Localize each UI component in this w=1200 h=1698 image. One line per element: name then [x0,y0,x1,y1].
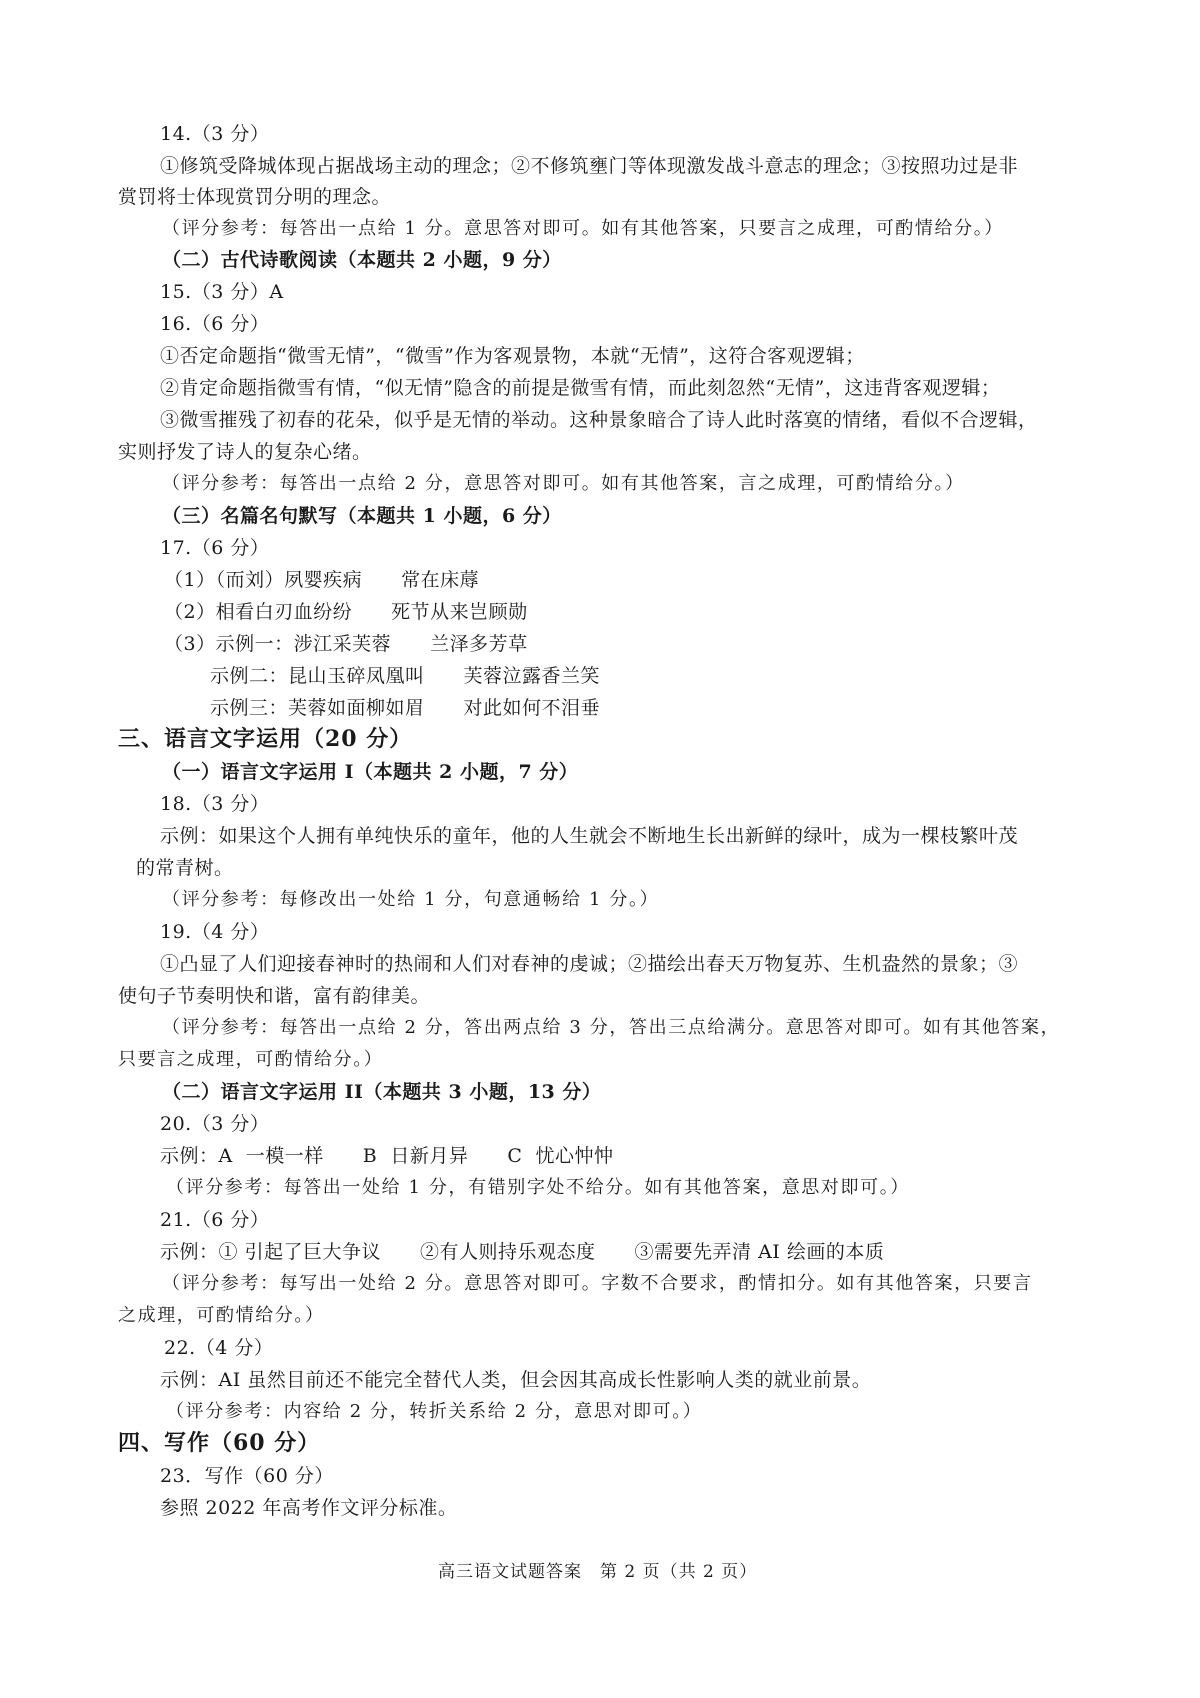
q23-heading: 23．写作（60 分） [160,1465,334,1487]
page-footer: 高三语文试题答案 第 2 页（共 2 页） [438,1562,758,1582]
q22-answer: 示例：AI 虽然目前还不能完全替代人类，但会因其高成长性影响人类的就业前景。 [160,1369,872,1391]
q17-item-3: （3）示例一：涉江采芙蓉 兰泽多芳草 [164,633,528,655]
q17-heading: 17.（6 分） [160,537,270,559]
q18-scoring-note: （评分参考：每修改出一处给 1 分，句意通畅给 1 分。） [162,889,660,910]
q19-scoring-note-line-2: 只要言之成理，可酌情给分。） [118,1049,384,1070]
q16-answer-line-1: ①否定命题指“微雪无情”，“微雪”作为客观景物，本就“无情”，这符合客观逻辑； [160,345,865,367]
q16-answer-line-3: ③微雪摧残了初春的花朵，似乎是无情的举动。这种景象暗合了诗人此时落寞的情绪，看似不合逻辑， [160,409,1038,431]
q18-answer-line-2: 的常青树。 [136,857,234,879]
q16-heading: 16.（6 分） [160,313,270,335]
q19-answer-line-2: 使句子节奏明快和谐，富有韵律美。 [118,985,431,1007]
q16-scoring-note: （评分参考：每答出一点给 2 分，意思答对即可。如有其他答案，言之成理，可酌情给分。） [162,473,965,494]
q17-item-2: （2）相看白刃血纷纷 死节从来岂顾勋 [164,601,528,623]
q20-heading: 20.（3 分） [160,1113,270,1135]
section-4-heading: 四、写作（60 分） [118,1430,321,1456]
q23-answer: 参照 2022 年高考作文评分标准。 [160,1497,458,1519]
q14-heading: 14.（3 分） [160,123,270,145]
q16-answer-line-4: 实则抒发了诗人的复杂心绪。 [118,441,372,463]
q21-answer: 示例：① 引起了巨大争议 ②有人则持乐观态度 ③需要先弄清 AI 绘画的本质 [160,1241,885,1263]
q14-answer-line-1: ①修筑受降城体现占据战场主动的理念；②不修筑壅门等体现激发战斗意志的理念；③按照功过是非 [160,155,1019,177]
q17-item-1: （1）（而刘）夙婴疾病 常在床蓐 [164,569,480,591]
q22-scoring-note: （评分参考：内容给 2 分，转折关系给 2 分，意思对即可。） [166,1401,703,1422]
q21-scoring-note-line-1: （评分参考：每写出一处给 2 分。意思答对即可。字数不合要求，酌情扣分。如有其他答案，只要言 [162,1273,1033,1294]
q19-scoring-note-line-1: （评分参考：每答出一点给 2 分，答出两点给 3 分，答出三点给满分。意思答对即可。如有其他答案， [162,1017,1061,1038]
section-2-2-heading: （二）古代诗歌阅读（本题共 2 小题，9 分） [162,249,562,271]
q19-heading: 19.（4 分） [160,921,270,943]
q21-heading: 21.（6 分） [160,1209,270,1231]
section-3-2-heading: （二）语言文字运用 II（本题共 3 小题，13 分） [162,1081,602,1103]
section-3-1-heading: （一）语言文字运用 I（本题共 2 小题，7 分） [162,761,579,783]
q14-scoring-note: （评分参考：每答出一点给 1 分。意思答对即可。如有其他答案，只要言之成理，可酌情给分。） [162,218,1004,239]
q19-answer-line-1: ①凸显了人们迎接春神时的热闹和人们对春神的虔诚；②描绘出春天万物复苏、生机盎然的景象；③ [160,953,1019,975]
q22-heading: 22.（4 分） [164,1337,274,1359]
q21-scoring-note-line-2: 之成理，可酌情给分。） [118,1305,325,1326]
q17-example-3: 示例三：芙蓉如面柳如眉 对此如何不泪垂 [210,697,601,719]
q20-scoring-note: （评分参考：每答出一处给 1 分，有错别字处不给分。如有其他答案，意思对即可。） [166,1177,910,1198]
q18-answer-line-1: 示例：如果这个人拥有单纯快乐的童年，他的人生就会不断地生长出新鲜的绿叶，成为一棵枝繁叶茂 [160,825,1019,847]
section-2-3-heading: （三）名篇名句默写（本题共 1 小题，6 分） [162,505,562,527]
q15-answer: 15.（3 分）A [160,281,284,303]
q16-answer-line-2: ②肯定命题指微雪有情，“似无情”隐含的前提是微雪有情，而此刻忽然“无情”，这违背客观逻辑； [160,377,1001,399]
section-3-heading: 三、语言文字运用（20 分） [118,726,413,752]
q18-heading: 18.（3 分） [160,793,270,815]
q20-answer: 示例：A 一模一样 B 日新月异 C 忧心忡忡 [160,1145,614,1167]
q17-example-2: 示例二：昆山玉碎凤凰叫 芙蓉泣露香兰笑 [210,665,601,687]
q14-answer-line-2: 赏罚将士体现赏罚分明的理念。 [118,186,392,208]
